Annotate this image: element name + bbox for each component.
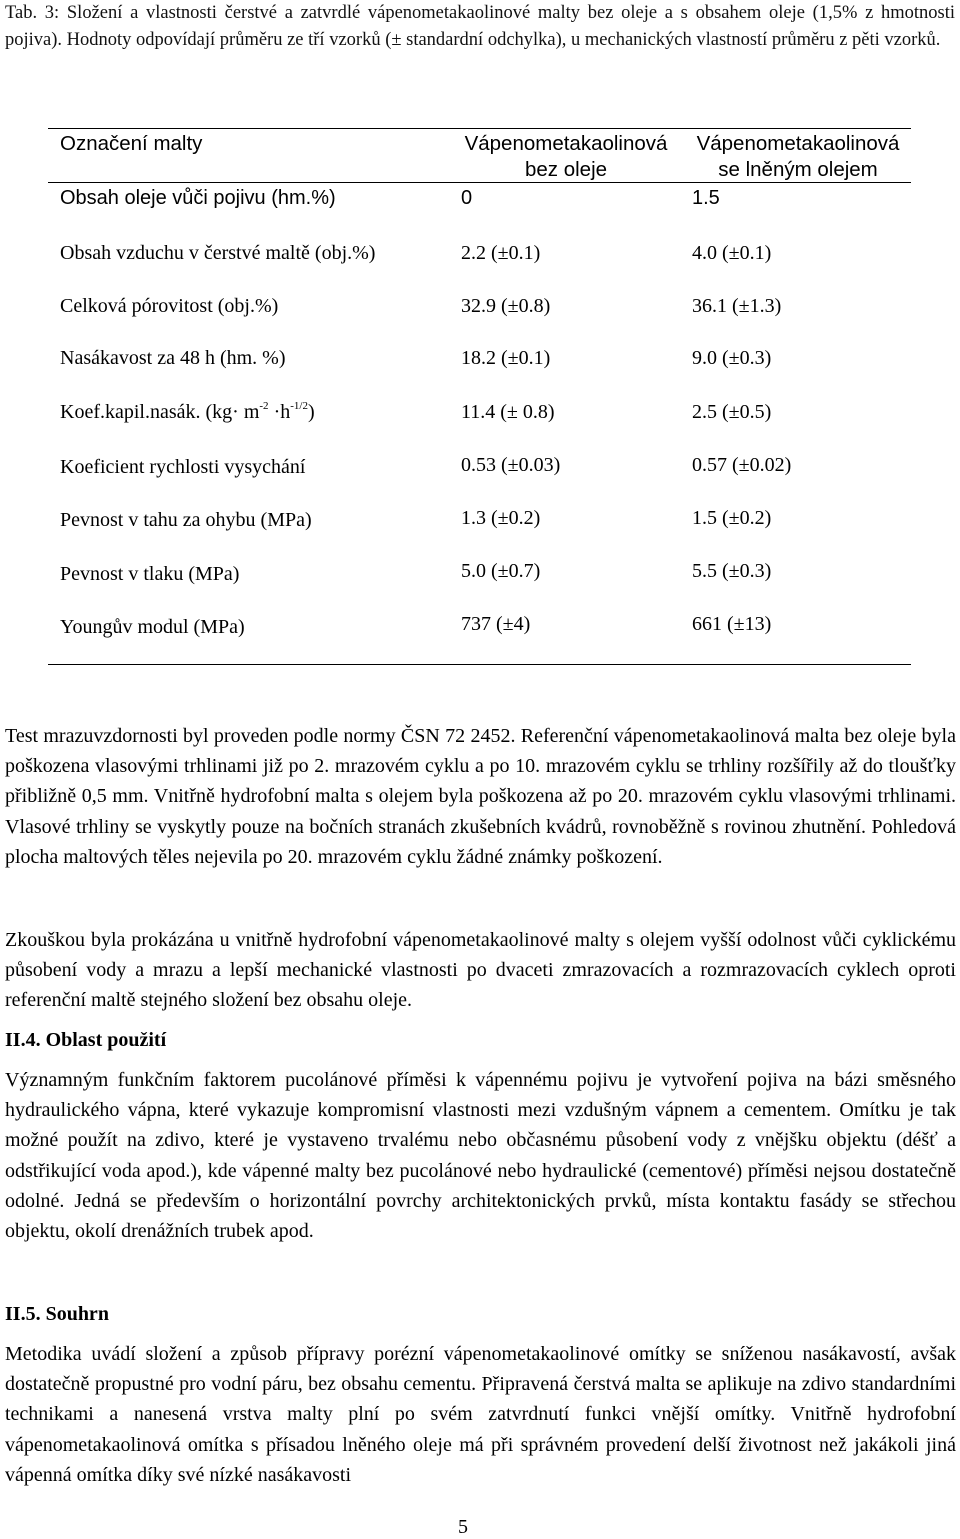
row-label-text: ) xyxy=(307,401,315,423)
header-col1 xyxy=(455,131,677,183)
paragraph: Zkouškou byla prokázána u vnitřně hydrofobní vápenometakaolinové malty s olejem vyšší odolnost vůči cyklickému působení vody a mrazu a lepší mechanické vlastnosti po dvaceti zmrazovacích a rozmrazovacích cyklech oproti referenční maltě stejného složení bez obsahu oleje. xyxy=(5,929,956,1012)
row-value-s-olejem: 36.1 (±1.3) xyxy=(692,295,782,317)
row-value-s-olejem: 9.0 (±0.3) xyxy=(692,347,772,369)
row-value-bez-oleje: 18.2 (±0.1) xyxy=(461,347,551,369)
table-caption: Tab. 3: Složení a vlastnosti čerstvé a zatvrdlé vápenometakaolinové malty bez oleje a s obsahem oleje (1,5% z hmotnosti pojiva). Hodnoty odpovídají průměru ze tří vzorků (± standardní odchylka), u mechanických vlastností průměru z pěti vzorků. xyxy=(5,3,955,50)
row-label xyxy=(60,399,315,425)
section-heading: II.5. Souhrn xyxy=(5,1303,109,1325)
row-value-bez-oleje: 1.3 (±0.2) xyxy=(461,507,541,529)
row-value-bez-oleje: 32.9 (±0.8) xyxy=(461,295,551,317)
row-value-bez-oleje: 0 xyxy=(461,187,473,209)
row-label-sup: -1/2 xyxy=(290,400,308,412)
paragraph: Metodika uvádí složení a způsob přípravy porézní vápenometakaolinové omítky se sníženou nasákavostí, avšak dostatečně propustné pro vodní páru, bez obsahu cementu. Připravená čerstvá malta se aplikuje na zdivo standardními technikami a nanesená vrstva malty plní po svém zatvrdnutí funkci vnější omítky. Vnitřně hydrofobní vápenometakaolinová omítka s přísadou lněného oleje má při správném provedení delší životnost než jakákoli jiná vápenná omítka díky své nízké nasákavosti xyxy=(5,1343,956,1486)
row-label: Youngův modul (MPa) xyxy=(60,616,245,638)
row-value-s-olejem: 661 (±13) xyxy=(692,613,772,635)
page-number: 5 xyxy=(458,1516,468,1538)
row-label-text: Koef.kapil.nasák. (kg· m xyxy=(60,401,260,423)
row-label: Obsah oleje vůči pojivu (hm.%) xyxy=(60,187,336,209)
row-value-s-olejem: 5.5 (±0.3) xyxy=(692,560,772,582)
row-value-bez-oleje: 2.2 (±0.1) xyxy=(461,242,541,264)
header-col2 xyxy=(687,131,909,183)
row-value-s-olejem: 1.5 (±0.2) xyxy=(692,507,772,529)
row-label-text: ·h xyxy=(268,401,291,423)
row-value-bez-oleje: 11.4 (± 0.8) xyxy=(461,401,555,423)
row-label: Celková pórovitost (obj.%) xyxy=(60,295,279,317)
row-value-s-olejem: 4.0 (±0.1) xyxy=(692,242,772,264)
row-value-bez-oleje: 0.53 (±0.03) xyxy=(461,454,561,476)
row-value-s-olejem: 1.5 xyxy=(692,187,720,209)
row-label: Koeficient rychlosti vysychání xyxy=(60,456,306,478)
table-top-rule xyxy=(48,128,911,129)
row-label: Obsah vzduchu v čerstvé maltě (obj.%) xyxy=(60,242,376,264)
row-value-s-olejem: 0.57 (±0.02) xyxy=(692,454,792,476)
paragraph: Významným funkčním faktorem pucolánové příměsi k vápennému pojivu je vytvoření pojiva na bázi směsného hydraulického vápna, které vykazuje kompromisní vlastnosti mezi vzdušným vápnem a cementem. Omítku je tak možné použít na zdivo, které je vystaveno trvalému nebo občasnému působení vody z vnějšku objektu (déšť a odstřikující voda apod.), kde vápenné malty bez pucolánové nebo hydraulické (cementové) příměsi nejsou dostatečně odolné. Jedná se především o horizontální povrchy architektonických prvků, místa kontaktu fasády se střechou objektu, okolí drenážních trubek apod. xyxy=(5,1069,956,1243)
row-label: Nasákavost za 48 h (hm. %) xyxy=(60,347,286,369)
row-label: Pevnost v tlaku (MPa) xyxy=(60,563,240,585)
header-col1-line1: Vápenometakaolinová xyxy=(464,132,668,155)
section-heading: II.4. Oblast použití xyxy=(5,1029,167,1051)
table-bottom-rule xyxy=(48,664,911,665)
header-col2-line1: Vápenometakaolinová xyxy=(696,132,900,155)
paragraph: Test mrazuvzdornosti byl proveden podle normy ČSN 72 2452. Referenční vápenometakaolinová malta bez oleje byla poškozena vlasovými trhlinami již po 2. mrazovém cyklu a po 10. mrazovém cyklu se trhliny rozšířily až do tloušťky přibližně 0,5 mm. Vnitřně hydrofobní malta s olejem byla poškozena až po 20. mrazovém cyklu vlasovými trhlinami. Vlasové trhliny se vyskytly pouze na bočních stranách zkušebních kvádrů, rovnoběžně s rovinou zhutnění. Pohledová plocha maltových těles nejevila po 20. mrazovém cyklu žádné známky poškození. xyxy=(5,725,956,868)
header-col1-line2: bez oleje xyxy=(524,158,608,181)
header-col2-line2: se lněným olejem xyxy=(718,158,878,181)
row-value-bez-oleje: 737 (±4) xyxy=(461,613,531,635)
row-value-s-olejem: 2.5 (±0.5) xyxy=(692,401,772,423)
row-value-bez-oleje: 5.0 (±0.7) xyxy=(461,560,541,582)
row-label: Pevnost v tahu za ohybu (MPa) xyxy=(60,509,312,531)
row-label-sup: -2 xyxy=(259,400,269,412)
header-label: Označení malty xyxy=(60,132,203,155)
